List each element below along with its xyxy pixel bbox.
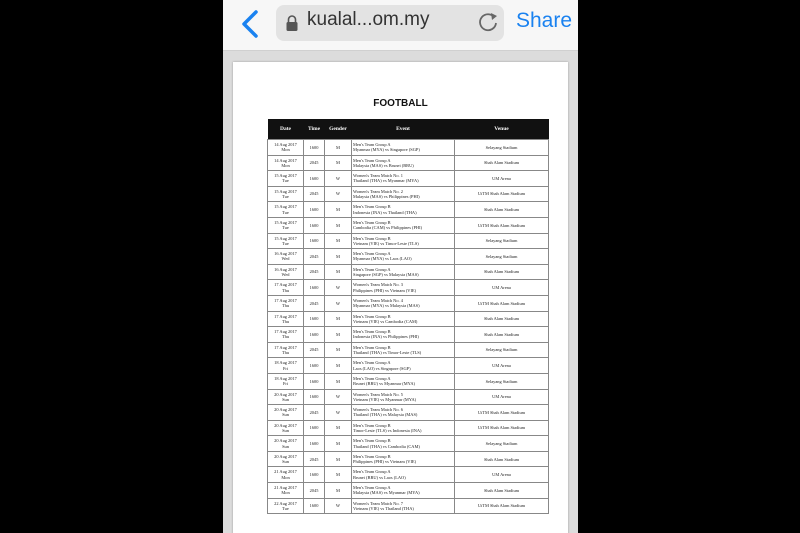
time-cell: 1600 xyxy=(304,389,325,405)
date-text: 15 Aug 2017 xyxy=(274,235,297,241)
event-cell xyxy=(352,327,455,343)
event-match-text: Singapore (SGP) vs Malaysia (MAS) xyxy=(353,272,419,278)
reload-icon[interactable] xyxy=(477,10,499,34)
date-text: 14 Aug 2017 xyxy=(274,157,297,163)
venue-cell: Selayang Stadium xyxy=(455,140,549,156)
gender-cell: M xyxy=(325,436,352,452)
table-row xyxy=(268,420,549,436)
date-cell xyxy=(268,405,304,421)
day-text: Mon xyxy=(281,162,290,168)
day-text: Tue xyxy=(282,178,289,184)
date-text: 15 Aug 2017 xyxy=(274,173,297,179)
gender-cell: M xyxy=(325,358,352,374)
date-cell xyxy=(268,140,304,156)
date-text: 22 Aug 2017 xyxy=(274,500,297,506)
table-row xyxy=(268,405,549,421)
date-cell xyxy=(268,342,304,358)
table-row xyxy=(268,171,549,187)
day-text: Wed xyxy=(281,272,290,278)
event-cell xyxy=(352,342,455,358)
date-text: 17 Aug 2017 xyxy=(274,313,297,319)
lock-icon xyxy=(285,14,299,32)
venue-cell: Selayang Stadium xyxy=(455,342,549,358)
day-text: Fri xyxy=(282,365,289,371)
event-group-text: Men's Team Group A xyxy=(353,375,391,381)
venue-cell: UiTM Shah Alam Stadium xyxy=(455,186,549,202)
date-cell xyxy=(268,436,304,452)
table-row xyxy=(268,451,549,467)
time-cell: 2045 xyxy=(304,264,325,280)
table-row xyxy=(268,483,549,499)
day-text: Thu xyxy=(281,287,290,293)
day-text: Thu xyxy=(281,318,290,324)
event-cell xyxy=(352,451,455,467)
event-cell xyxy=(352,155,455,171)
date-cell xyxy=(268,467,304,483)
venue-cell: UiTM Shah Alam Stadium xyxy=(455,405,549,421)
date-text: 17 Aug 2017 xyxy=(274,297,297,303)
time-cell: 1600 xyxy=(304,217,325,233)
day-text: Sun xyxy=(282,443,289,449)
venue-cell: UiTM Shah Alam Stadium xyxy=(455,498,549,514)
date-text: 20 Aug 2017 xyxy=(274,407,297,413)
venue-cell: Shah Alam Stadium xyxy=(455,202,549,218)
event-group-text: Men's Team Group B xyxy=(353,453,391,459)
gender-cell: M xyxy=(325,140,352,156)
day-text: Thu xyxy=(281,350,290,356)
event-cell xyxy=(352,483,455,499)
date-text: 14 Aug 2017 xyxy=(274,142,297,147)
event-match-text: Thailand (THA) vs Myanmar (MYA) xyxy=(353,178,419,184)
gender-cell: M xyxy=(325,483,352,499)
event-match-text: Vietnam (VIE) vs Thailand (THA) xyxy=(353,505,414,511)
time-cell: 1600 xyxy=(304,420,325,436)
event-match-text: Philippines (PHI) vs Vietnam (VIE) xyxy=(353,287,417,293)
venue-cell: UM Arena xyxy=(455,389,549,405)
event-cell xyxy=(352,264,455,280)
gender-cell: W xyxy=(325,186,352,202)
table-row xyxy=(268,467,549,483)
time-cell: 2045 xyxy=(304,295,325,311)
day-text: Fri xyxy=(282,381,289,387)
day-text: Sun xyxy=(282,412,289,418)
table-row xyxy=(268,327,549,343)
event-match-text: Myanmar (MYA) vs Singapore (SGP) xyxy=(353,147,420,153)
event-cell xyxy=(352,217,455,233)
event-group-text: Women's Team Match No. 4 xyxy=(353,297,403,303)
column-header: Event xyxy=(352,119,455,140)
table-row xyxy=(268,140,549,156)
event-cell xyxy=(352,373,455,389)
date-cell xyxy=(268,217,304,233)
table-row xyxy=(268,436,549,452)
gender-cell: M xyxy=(325,342,352,358)
table-row xyxy=(268,217,549,233)
day-text: Tue xyxy=(282,225,289,231)
column-header: Venue xyxy=(455,119,549,140)
table-row xyxy=(268,155,549,171)
date-text: 21 Aug 2017 xyxy=(274,485,297,491)
document-title: FOOTBALL xyxy=(373,98,428,109)
day-text: Tue xyxy=(282,240,289,246)
date-text: 17 Aug 2017 xyxy=(274,282,297,288)
time-cell: 1600 xyxy=(304,233,325,249)
table-row xyxy=(268,373,549,389)
event-group-text: Men's Team Group A xyxy=(353,251,391,257)
venue-cell: Shah Alam Stadium xyxy=(455,451,549,467)
event-group-text: Women's Team Match No. 5 xyxy=(353,391,403,397)
date-text: 21 Aug 2017 xyxy=(274,469,297,475)
date-cell xyxy=(268,249,304,265)
table-row xyxy=(268,264,549,280)
venue-cell: UM Arena xyxy=(455,467,549,483)
day-text: Sun xyxy=(282,427,289,433)
date-text: 20 Aug 2017 xyxy=(274,438,297,444)
event-match-text: Indonesia (INA) vs Thailand (THA) xyxy=(353,209,417,215)
event-group-text: Men's Team Group B xyxy=(353,219,391,225)
date-cell xyxy=(268,186,304,202)
event-group-text: Men's Team Group B xyxy=(353,438,391,444)
date-cell xyxy=(268,327,304,343)
event-cell xyxy=(352,171,455,187)
gender-cell: W xyxy=(325,295,352,311)
table-row xyxy=(268,202,549,218)
time-cell: 2045 xyxy=(304,405,325,421)
venue-cell: UM Arena xyxy=(455,171,549,187)
event-group-text: Men's Team Group B xyxy=(353,235,391,241)
date-text: 15 Aug 2017 xyxy=(274,204,297,210)
event-match-text: Thailand (THA) vs Cambodia (CAM) xyxy=(353,443,420,449)
event-match-text: Laos (LAO) vs Singapore (SGP) xyxy=(353,365,411,371)
event-group-text: Men's Team Group B xyxy=(353,422,391,428)
gender-cell: W xyxy=(325,389,352,405)
date-cell xyxy=(268,358,304,374)
event-match-text: Cambodia (CAM) vs Philippines (PHI) xyxy=(353,225,423,231)
event-match-text: Brunei (BRU) vs Laos (LAO) xyxy=(353,474,406,480)
day-text: Tue xyxy=(282,194,289,200)
event-group-text: Women's Team Match No. 1 xyxy=(353,173,403,179)
date-cell xyxy=(268,171,304,187)
time-cell: 1600 xyxy=(304,373,325,389)
day-text: Thu xyxy=(281,303,290,309)
gender-cell: W xyxy=(325,171,352,187)
phone-screen xyxy=(223,0,578,533)
event-match-text: Thailand (THA) vs Malaysia (MAS) xyxy=(353,412,418,418)
table-row xyxy=(268,280,549,296)
date-cell xyxy=(268,295,304,311)
gender-cell: M xyxy=(325,264,352,280)
date-text: 15 Aug 2017 xyxy=(274,219,297,225)
event-match-text: Vietnam (VIE) vs Timor-Leste (TLS) xyxy=(353,240,419,246)
day-text: Mon xyxy=(281,490,290,496)
date-cell xyxy=(268,155,304,171)
event-group-text: Men's Team Group A xyxy=(353,157,391,163)
gender-cell: W xyxy=(325,280,352,296)
venue-cell: Shah Alam Stadium xyxy=(455,483,549,499)
table-row xyxy=(268,389,549,405)
date-text: 20 Aug 2017 xyxy=(274,453,297,459)
gender-cell: M xyxy=(325,311,352,327)
venue-cell: Selayang Stadium xyxy=(455,233,549,249)
pdf-page xyxy=(233,62,568,533)
event-cell xyxy=(352,280,455,296)
event-cell xyxy=(352,420,455,436)
venue-cell: UiTM Shah Alam Stadium xyxy=(455,295,549,311)
date-text: 17 Aug 2017 xyxy=(274,329,297,335)
event-cell xyxy=(352,186,455,202)
time-cell: 1600 xyxy=(304,202,325,218)
date-cell xyxy=(268,233,304,249)
venue-cell: UM Arena xyxy=(455,280,549,296)
time-cell: 2045 xyxy=(304,483,325,499)
gender-cell: M xyxy=(325,451,352,467)
gender-cell: M xyxy=(325,373,352,389)
event-group-text: Men's Team Group A xyxy=(353,142,391,147)
date-cell xyxy=(268,451,304,467)
event-cell xyxy=(352,311,455,327)
date-text: 16 Aug 2017 xyxy=(274,266,297,272)
time-cell: 1600 xyxy=(304,467,325,483)
event-match-text: Philippines (PHI) vs Vietnam (VIE) xyxy=(353,459,417,465)
table-row xyxy=(268,342,549,358)
date-text: 18 Aug 2017 xyxy=(274,375,297,381)
venue-cell: Shah Alam Stadium xyxy=(455,327,549,343)
gender-cell: M xyxy=(325,217,352,233)
event-group-text: Women's Team Match No. 2 xyxy=(353,188,403,194)
column-header: Gender xyxy=(325,119,352,140)
day-text: Wed xyxy=(281,256,290,262)
table-row xyxy=(268,498,549,514)
column-header: Time xyxy=(304,119,325,140)
time-cell: 2045 xyxy=(304,155,325,171)
event-cell xyxy=(352,249,455,265)
event-match-text: Myanmar (MYA) vs Laos (LAO) xyxy=(353,256,412,262)
time-cell: 1600 xyxy=(304,171,325,187)
event-group-text: Men's Team Group A xyxy=(353,469,391,475)
date-cell xyxy=(268,498,304,514)
venue-cell: UM Arena xyxy=(455,358,549,374)
venue-cell: Selayang Stadium xyxy=(455,249,549,265)
time-cell: 1600 xyxy=(304,498,325,514)
venue-cell: UiTM Shah Alam Stadium xyxy=(455,217,549,233)
event-group-text: Men's Team Group A xyxy=(353,360,391,366)
date-cell xyxy=(268,311,304,327)
gender-cell: M xyxy=(325,155,352,171)
date-cell xyxy=(268,280,304,296)
event-cell xyxy=(352,233,455,249)
time-cell: 1600 xyxy=(304,280,325,296)
event-cell xyxy=(352,498,455,514)
time-cell: 2045 xyxy=(304,451,325,467)
venue-cell: Selayang Stadium xyxy=(455,436,549,452)
date-cell xyxy=(268,483,304,499)
venue-cell: Shah Alam Stadium xyxy=(455,264,549,280)
time-cell: 1600 xyxy=(304,140,325,156)
venue-cell: Selayang Stadium xyxy=(455,373,549,389)
day-text: Sun xyxy=(282,459,289,465)
venue-cell: UiTM Shah Alam Stadium xyxy=(455,420,549,436)
day-text: Tue xyxy=(282,505,289,511)
time-cell: 1600 xyxy=(304,436,325,452)
event-group-text: Women's Team Match No. 3 xyxy=(353,282,403,288)
day-text: Mon xyxy=(281,147,290,153)
gender-cell: M xyxy=(325,202,352,218)
table-row xyxy=(268,358,549,374)
event-match-text: Vietnam (VIE) vs Myanmar (MYA) xyxy=(353,396,417,402)
event-match-text: Brunei (BRU) vs Myanmar (MYA) xyxy=(353,381,415,387)
date-cell xyxy=(268,202,304,218)
day-text: Mon xyxy=(281,474,290,480)
event-group-text: Men's Team Group A xyxy=(353,485,391,491)
date-cell xyxy=(268,264,304,280)
event-match-text: Myanmar (MYA) vs Malaysia (MAS) xyxy=(353,303,420,309)
day-text: Thu xyxy=(281,334,290,340)
day-text: Tue xyxy=(282,209,289,215)
event-group-text: Men's Team Group B xyxy=(353,344,391,350)
event-group-text: Women's Team Match No. 6 xyxy=(353,407,403,413)
time-cell: 1600 xyxy=(304,358,325,374)
gender-cell: W xyxy=(325,405,352,421)
event-group-text: Women's Team Match No. 7 xyxy=(353,500,403,506)
date-cell xyxy=(268,420,304,436)
event-match-text: Malaysia (MAS) vs Brunei (BRU) xyxy=(353,162,414,168)
time-cell: 2045 xyxy=(304,342,325,358)
event-match-text: Vietnam (VIE) vs Cambodia (CAM) xyxy=(353,318,418,324)
event-cell xyxy=(352,389,455,405)
event-cell xyxy=(352,436,455,452)
event-match-text: Malaysia (MAS) vs Philippines (PHI) xyxy=(353,194,420,200)
event-group-text: Men's Team Group B xyxy=(353,313,391,319)
event-cell xyxy=(352,358,455,374)
table-header-row xyxy=(268,119,549,140)
column-header: Date xyxy=(268,119,304,140)
table-row xyxy=(268,249,549,265)
table-row xyxy=(268,295,549,311)
date-text: 20 Aug 2017 xyxy=(274,391,297,397)
gender-cell: M xyxy=(325,420,352,436)
url-text[interactable]: kualal...om.my xyxy=(307,9,430,30)
gender-cell: M xyxy=(325,233,352,249)
browser-toolbar xyxy=(223,0,578,51)
gender-cell: M xyxy=(325,327,352,343)
venue-cell: Shah Alam Stadium xyxy=(455,155,549,171)
table-row xyxy=(268,311,549,327)
gender-cell: M xyxy=(325,249,352,265)
event-cell xyxy=(352,295,455,311)
time-cell: 1600 xyxy=(304,327,325,343)
table-row xyxy=(268,233,549,249)
gender-cell: W xyxy=(325,498,352,514)
date-text: 20 Aug 2017 xyxy=(274,422,297,428)
event-cell xyxy=(352,467,455,483)
table-row xyxy=(268,186,549,202)
date-text: 17 Aug 2017 xyxy=(274,344,297,350)
gender-cell: M xyxy=(325,467,352,483)
time-cell: 1600 xyxy=(304,311,325,327)
time-cell: 2045 xyxy=(304,249,325,265)
chevron-left-icon[interactable] xyxy=(237,8,267,40)
event-match-text: Malaysia (MAS) vs Myanmar (MYA) xyxy=(353,490,420,496)
event-match-text: Indonesia (INA) vs Philippines (PHI) xyxy=(353,334,419,340)
event-match-text: Timor-Leste (TLS) vs Indonesia (INA) xyxy=(353,427,422,433)
date-cell xyxy=(268,389,304,405)
schedule-table xyxy=(267,119,549,514)
event-cell xyxy=(352,405,455,421)
date-text: 18 Aug 2017 xyxy=(274,360,297,366)
event-group-text: Men's Team Group B xyxy=(353,329,391,335)
event-group-text: Men's Team Group A xyxy=(353,266,391,272)
event-cell xyxy=(352,202,455,218)
date-cell xyxy=(268,373,304,389)
share-button[interactable]: Share xyxy=(516,9,573,32)
date-text: 16 Aug 2017 xyxy=(274,251,297,257)
day-text: Sun xyxy=(282,396,289,402)
event-group-text: Men's Team Group B xyxy=(353,204,391,210)
time-cell: 2045 xyxy=(304,186,325,202)
date-text: 15 Aug 2017 xyxy=(274,188,297,194)
venue-cell: Shah Alam Stadium xyxy=(455,311,549,327)
event-cell xyxy=(352,140,455,156)
event-match-text: Thailand (THA) vs Timor-Leste (TLS) xyxy=(353,350,422,356)
